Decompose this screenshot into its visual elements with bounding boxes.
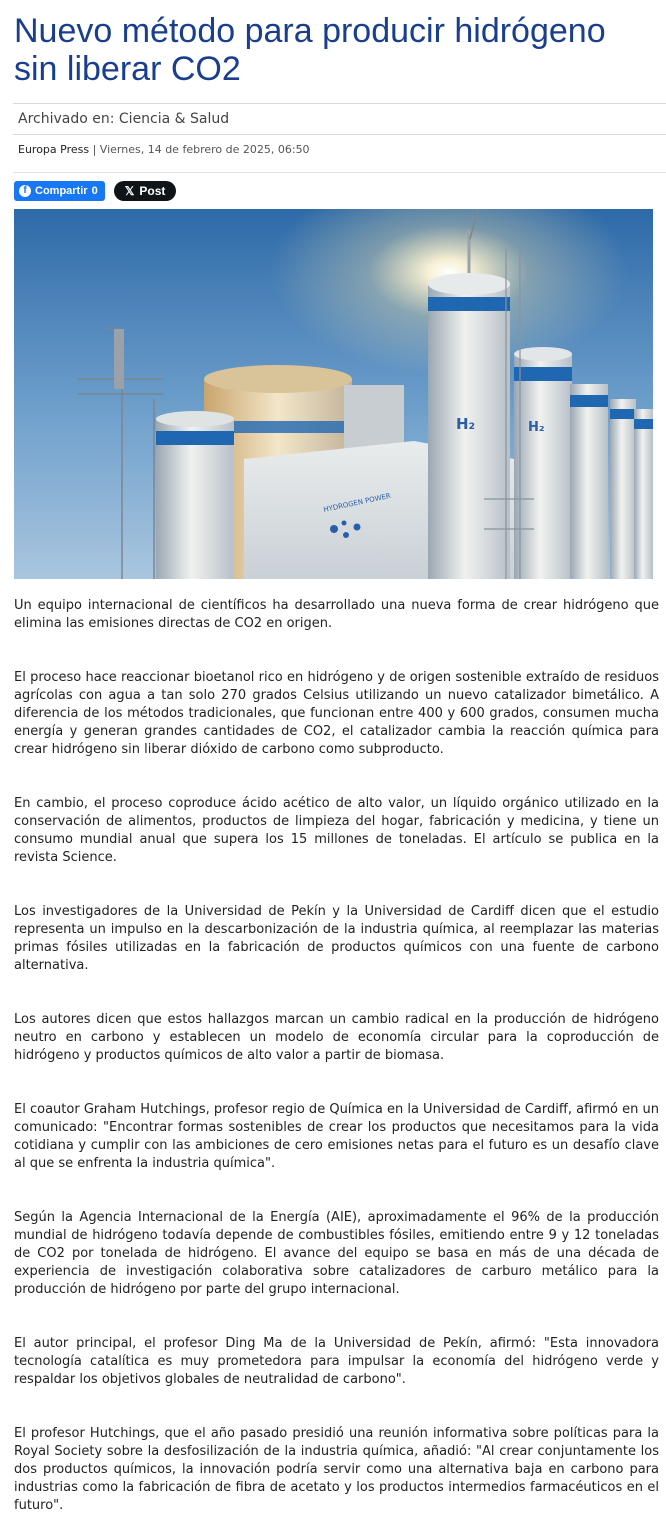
divider	[13, 172, 666, 173]
paragraph: Un equipo internacional de científicos ha desarrollado una nueva forma de crear hidrógeno que elimina las emisiones directas de CO2 en origen.	[14, 598, 659, 631]
paragraph: En cambio, el proceso coproduce ácido acético de alto valor, un líquido orgánico utilizado en la conservación de alimentos, productos de limpieza del hogar, fabricación y medicina, y tiene un consumo mundial anual que supera los 15 millones de toneladas. El artículo se publica en la revista Science.	[14, 796, 659, 865]
byline-source: Europa Press	[18, 143, 90, 156]
article-title: Nuevo método para producir hidrógeno sin liberar CO2	[14, 12, 606, 88]
archive-bar	[13, 103, 666, 135]
x-post-label: Post	[139, 184, 166, 198]
paragraph: Los autores dicen que estos hallazgos marcan un cambio radical en la producción de hidrógeno neutro en carbono y establecen un modelo de economía circular para la coproducción de hidrógeno y productos químicos de alto valor a partir de biomasa.	[14, 1012, 659, 1063]
paragraph: Los investigadores de la Universidad de Pekín y la Universidad de Cardiff dicen que el estudio representa un impulso en la descarbonización de la industria química, al reemplazar las materias primas fósiles utilizadas en la fabricación de productos químicos con una fuente de carbono alternativa.	[14, 904, 659, 973]
x-post-button[interactable]	[114, 181, 177, 201]
facebook-icon: f	[19, 185, 31, 197]
paragraph: Según la Agencia Internacional de la Energía (AIE), aproximadamente el 96% de la producción mundial de hidrógeno todavía depende de combustibles fósiles, emitiendo entre 9 y 12 toneladas de CO2 por tonelada de hidrógeno. El avance del equipo se basa en más de una década de experiencia de investigación colaborativa sobre catalizadores de carburo metálico para la producción de hidrógeno por parte del grupo internacional.	[14, 1210, 659, 1297]
tank-h2-label-2: H₂	[528, 420, 545, 435]
facebook-share-label: Compartir	[35, 185, 88, 197]
facebook-share-count: 0	[91, 185, 98, 197]
tank-h2-label: H₂	[456, 415, 476, 433]
image-sign-text: HYDROGEN POWER	[322, 491, 392, 514]
paragraph: El proceso hace reaccionar bioetanol rico en hidrógeno y de origen sostenible extraído de residuos agrícolas con agua a tan solo 270 grados Celsius utilizando un nuevo catalizador bimetálico. A diferencia de los métodos tradicionales, que funcionan entre 400 y 600 grados, consumen mucha energía y generan grandes cantidades de CO2, el catalizador cambia la reacción química para crear hidrógeno sin liberar dióxido de carbono como subproducto.	[14, 670, 659, 757]
paragraph: El profesor Hutchings, que el año pasado presidió una reunión informativa sobre políticas para la Royal Society sobre la desfosilización de la industria química, añadió: "Al crear conjuntamente los dos productos químicos, la innovación podría servir como una alternativa baja en carbono para industrias como la fabricación de fibra de acetato y los productos intermedios farmacéuticos en el futuro".	[14, 1426, 659, 1513]
paragraph: El autor principal, el profesor Ding Ma de la Universidad de Pekín, afirmó: "Esta innovadora tecnología catalítica es muy prometedora para impulsar la economía del hidrógeno verde y respaldar los objetivos globales de neutralidad de carbono".	[14, 1336, 659, 1387]
paragraph: El coautor Graham Hutchings, profesor regio de Química en la Universidad de Cardiff, afirmó en un comunicado: "Encontrar formas sostenibles de crear los productos que necesitamos para la vida cotidiana y cumplir con las ambiciones de cero emisiones netas para el futuro es un desafío clave al que se enfrenta la industria química".	[14, 1102, 659, 1171]
facebook-share-button[interactable]	[14, 181, 105, 201]
archive-label[interactable]: Archivado en: Ciencia & Salud	[18, 111, 230, 127]
byline-date: | Viernes, 14 de febrero de 2025, 06:50	[89, 143, 310, 156]
x-logo-icon: 𝕏	[124, 184, 135, 198]
byline	[18, 143, 310, 156]
article-image	[14, 209, 653, 579]
share-row	[14, 181, 176, 203]
